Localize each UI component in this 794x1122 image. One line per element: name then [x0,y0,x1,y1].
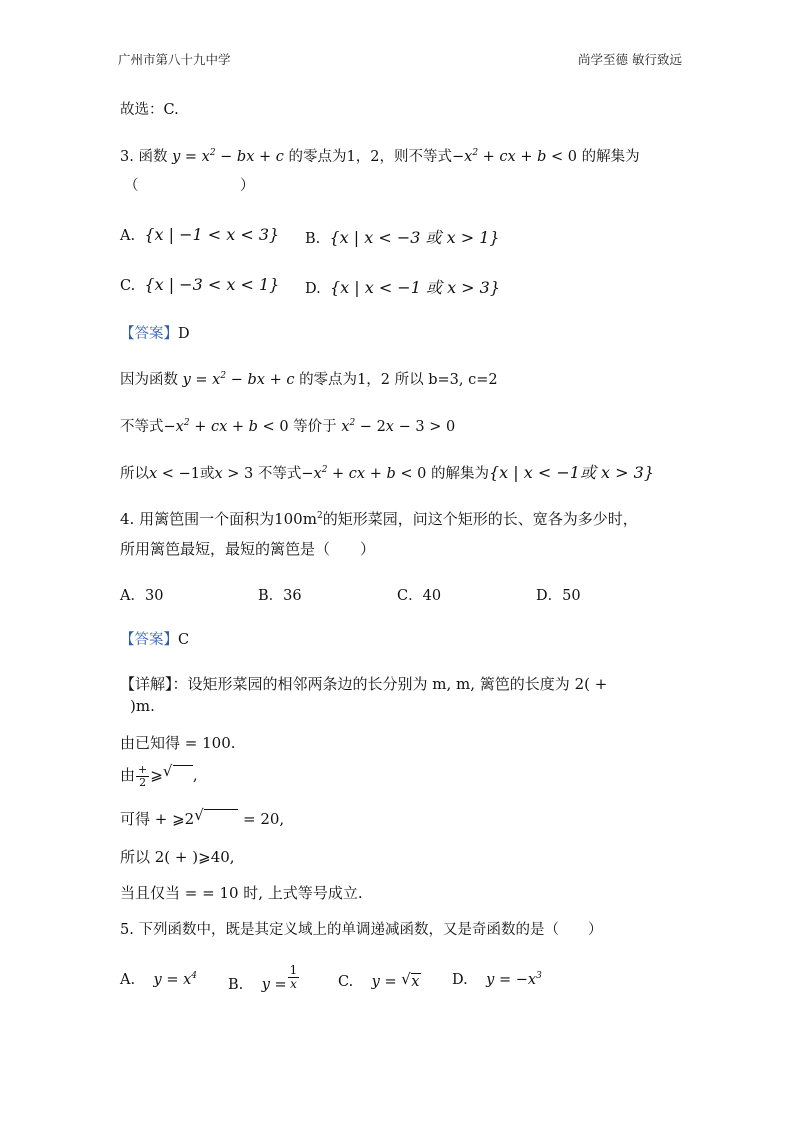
answer-value: C [178,632,190,648]
option-text: {x | x < −3 或 x > 1} [329,228,500,247]
option-letter: B． [258,588,284,604]
text: 所以 [120,466,149,482]
q3-option-c [120,275,279,294]
q4-so-line: 所以 2( + )⩾40, [120,848,235,866]
q4-derive-line [120,808,284,829]
option-letter: B. [228,977,244,994]
text: ：设矩形菜园的相邻两条边的长分别为 m, m, 篱笆的长度为 2( + [172,675,608,693]
q3-then-label: ，则不等式 [379,149,452,165]
q3-prefix: 3. 函数 [120,149,168,165]
option-text: {x | x < −1 或 x > 3} [329,278,501,297]
q3-inequality-expr: $-x^2$ + cx + b < 0 [163,418,289,435]
text: , [192,766,198,785]
text: = 20, [243,810,285,828]
q3-function-expr: $y = x^2$ − bx + c [172,148,284,165]
q5-option-c [338,972,421,990]
question-3-stem [120,145,640,166]
q3-option-a [120,225,279,244]
q4-option-c [397,584,441,605]
q3-option-b [305,225,500,248]
option-text: {x | −3 < x < 1} [144,275,280,294]
q3-explanation-line-2 [120,415,455,436]
q3-explanation-line-3 [120,460,654,483]
q3-answer [120,322,190,343]
sqrt-symbol: √ [162,762,173,781]
text: 所以 b=3, c=2 [390,372,498,388]
option-letter: D. [305,281,321,297]
q4-sqrt [163,764,193,784]
option-letter: A． [120,588,145,604]
text: 不等式 [120,419,164,435]
option-letter: C． [397,588,423,604]
option-letter: A. [120,972,136,988]
header-school-name: 广州市第八十九中学 [118,52,231,67]
q4-option-a [120,584,163,605]
option-text: 30 [144,588,164,604]
option-letter: C. [120,278,136,294]
question-4-stem-line-1 [120,508,638,529]
q5-option-a [120,972,197,988]
q3-zero-label: 的零点为 [288,149,347,165]
option-text: {x | −1 < x < 3} [144,225,280,244]
q3-option-d [305,275,500,298]
text: 可得 + ⩾2 [120,810,195,828]
q3-inequality-expr: $-x^2$ + cx + b < 0 [451,148,578,165]
q4-area [274,510,323,528]
q3-solution-label: 的解集为 [581,149,640,165]
q4-answer [120,628,189,649]
q3-solution-set: {x | x < −1或 x > 3} [489,463,655,482]
q4-option-d [536,584,581,605]
q4-detail-line-2: )m. [130,697,155,715]
text: 2 [139,775,147,789]
q4-option-b [258,584,302,605]
option-letter: B. [305,231,321,247]
text: 的解集为 [431,466,489,482]
header-motto: 尚学至德 敏行致远 [578,52,682,67]
option-text: 36 [283,588,302,604]
q4-detail-line-1 [120,673,607,694]
question-5-stem: 5. 下列函数中，既是其定义域上的单调递减函数，又是奇函数的是（ ） [120,922,603,938]
q3-zeros: 1，2 [346,149,380,165]
q3-equivalent-expr: $x^2 - 2x - 3 > 0$ [341,418,456,435]
text: 的矩形菜园，问这个矩形的长、宽各为多少时， [322,510,638,528]
q5-option-d [452,972,542,988]
option-text: 50 [562,588,581,604]
text: 因为函数 [120,372,178,388]
q4-known-line: 由已知得 = 100. [120,734,236,752]
text: 的零点为 [299,372,358,388]
text: 1，2 [357,372,391,388]
q5-option-b-expr: y = [261,977,287,994]
q3-explanation-line-1 [120,368,498,389]
q3-inequality-expr: $-x^2$ + cx + b < 0 [301,465,427,482]
detail-tag: 【详解】 [120,675,173,693]
q3-answer-parenthesis: （ ） [124,178,255,194]
option-letter: C. [338,974,354,990]
text: 由 [120,766,136,785]
sqrt: √ x [401,970,420,990]
q5-option-b-fraction: $\frac{1}{x}$ [289,963,298,991]
text: + [138,763,148,776]
sqrt-overline [173,765,193,784]
q5-option-b [228,963,300,994]
text: 4. 用篱笆围一个面积为 [120,510,275,528]
answer-value: D [178,326,190,342]
answer-tag: 【答案】 [120,632,178,648]
q4-inequality-line [120,764,198,788]
text: ⩾ [150,766,163,785]
option-letter: A. [120,228,136,244]
sqrt-overline [204,809,238,828]
previous-answer-conclusion: 故选：C. [120,102,179,118]
question-4-stem-line-2: 所用篱笆最短，最短的篱笆是（ ） [120,540,376,558]
q4-fraction [136,764,149,788]
text: 100m [274,510,317,528]
text: 2 [316,511,323,521]
option-text: 40 [422,588,442,604]
option-letter: D. [452,972,468,988]
q3-condition-expr: x < −1或x > 3 [149,466,254,482]
option-letter: D． [536,588,563,604]
text: 不等式 [257,466,302,482]
q3-function-expr: $y = x^2$ − bx + c [182,371,295,388]
q5-option-a-expr: $y = x^4$ [153,971,198,988]
q5-option-d-expr: $y = -x^3$ [486,971,542,988]
answer-tag: 【答案】 [120,326,178,342]
q4-sqrt [194,808,238,828]
text: 等价于 [293,419,337,435]
sqrt-symbol: √ [194,806,204,824]
q5-option-c-expr: y = √ x [371,970,420,990]
q4-equality-line: 当且仅当 = = 10 时, 上式等号成立. [120,884,363,902]
